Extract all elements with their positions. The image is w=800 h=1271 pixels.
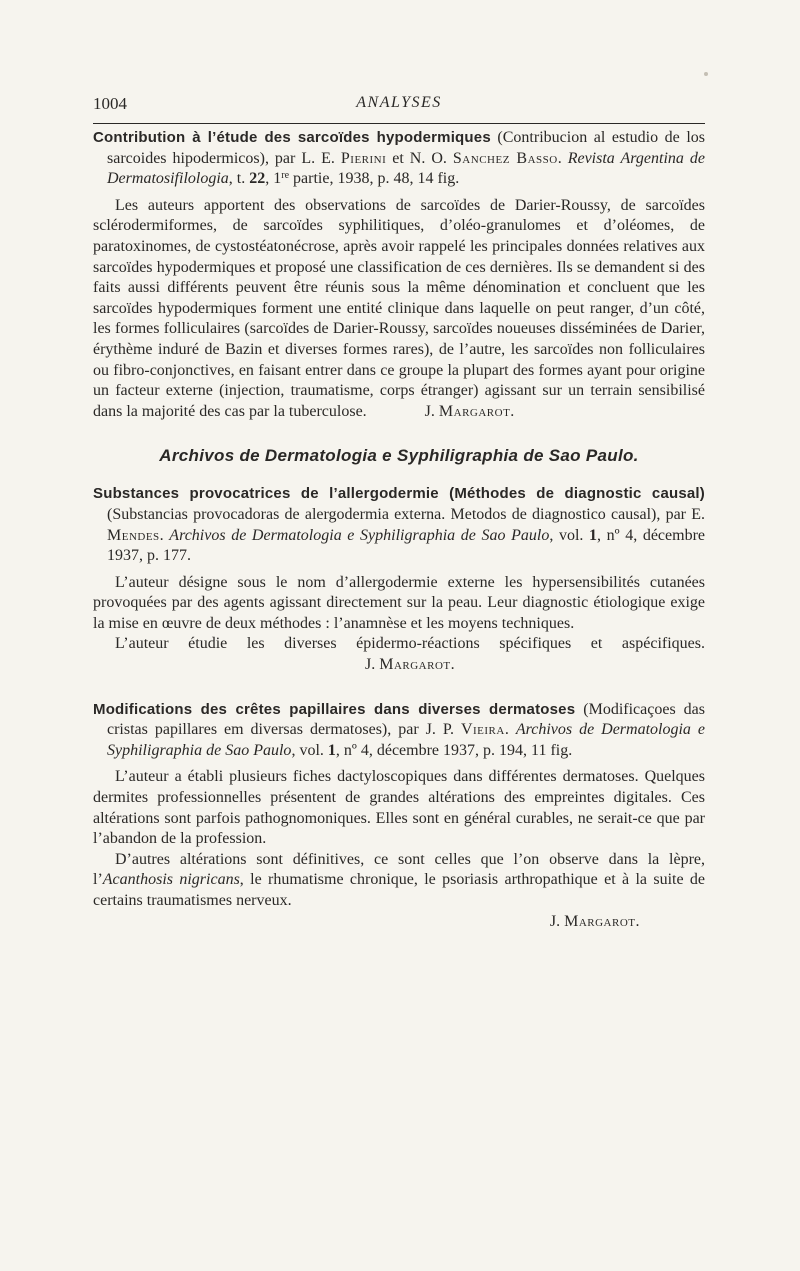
entry-2-citation-text: (Substancias provocadoras de alergodermia externa. Metodos de diagnostico causal), par E.: [107, 505, 705, 523]
header-rule: [93, 123, 705, 124]
entry-3-emphasis: Acanthosis nigricans: [102, 871, 240, 889]
entry-1-author: Pierini: [340, 149, 387, 167]
entry-1-title: Contribution à l’étude des sarcoïdes hypodermiques: [93, 129, 491, 146]
entry-1-citation-text: partie, 1938, p. 48, 14 fig.: [289, 170, 460, 188]
analysis-entry-2: [93, 484, 705, 675]
entry-2-body-1: L’auteur désigne sous le nom d’allergodermie externe les hypersensibilités cutanées provoquées par des agents agissant directement sur la peau. Leur diagnostic étiologique exige la mise en œuvre de deux méthodes : l’anamnèse et les moyens techniques.: [93, 573, 705, 632]
signature-initial: J.: [365, 656, 380, 674]
entry-1-author: Sanchez Basso: [452, 149, 558, 167]
signature-initial: J.: [424, 402, 439, 420]
entry-2-signature: [343, 655, 455, 676]
entry-3-title: Modifications des crêtes papillaires dans diverses dermatoses: [93, 700, 576, 718]
entry-2-body-2: [93, 634, 705, 675]
page-number: 1004: [93, 94, 127, 113]
entry-3-heading: [93, 700, 705, 762]
entry-1-body: [93, 196, 705, 423]
entry-1-citation-text: , 1: [265, 170, 282, 188]
entry-1-citation-text: et N. O.: [386, 149, 453, 167]
entry-3-body-text: D’autres altérations sont définitives, ce sont celles que l’on observe dans la lèpre, l’: [93, 850, 705, 889]
entry-3-journal: Archivos de Dermatologia e Syphiligraphia de Sao Paulo: [107, 721, 705, 759]
analysis-entry-3: [93, 700, 705, 933]
entry-3-body-2: [93, 850, 705, 912]
entry-2-body-text: L’auteur étudie les diverses épidermo-réactions spécifiques et aspécifiques.: [115, 635, 705, 653]
entry-2-citation-text: , vol.: [549, 526, 590, 544]
entry-1-citation-text: , t.: [228, 170, 250, 188]
entry-1-citation-text: .: [557, 149, 568, 167]
entry-1-journal: Revista Argentina de Dermatosifilologia: [107, 149, 705, 188]
entry-3-citation-text: , nº 4, décembre 1937, p. 194, 11 fig.: [335, 741, 573, 759]
paper-speck: [704, 72, 708, 76]
entry-1-superscript: re: [281, 170, 290, 182]
entry-3-body-text: , le rhumatisme chronique, le psoriasis arthropathique et à la suite de certains traumatismes nerveux.: [93, 871, 705, 909]
entry-3-author: Vieira: [460, 721, 505, 739]
analysis-entry-1: [93, 128, 705, 422]
entry-3-volume: 1: [327, 741, 336, 759]
signature-name: Margarot.: [438, 402, 515, 420]
entry-2-volume: 1: [589, 526, 598, 544]
entry-2-citation-text: , nº 4, décembre 1937, p. 177.: [107, 526, 706, 565]
page: [93, 90, 705, 932]
entry-2-author: Mendes: [107, 526, 160, 544]
entry-3-citation-text: , vol.: [291, 741, 328, 759]
entry-2-title: Substances provocatrices de l’allergodermie (Méthodes de diagnostic causal): [93, 485, 705, 503]
running-title: ANALYSES: [356, 94, 442, 111]
signature-name: Margarot.: [564, 912, 640, 930]
entry-3-citation-text: (Modificaçoes das cristas papillares em diversas dermatoses), par J. P.: [107, 700, 706, 739]
journal-section-title: Archivos de Dermatologia e Syphiligraphia de Sao Paulo.: [159, 446, 639, 466]
entry-3-signature: [93, 912, 705, 933]
entry-1-citation-text: (Contribucion al estudio de los sarcoides hipodermicos), par L. E.: [107, 129, 705, 167]
entry-2-heading: [93, 484, 705, 566]
entry-3-citation-text: .: [504, 721, 516, 739]
entry-2-citation-text: .: [159, 526, 170, 544]
entry-1-signature: [403, 402, 515, 423]
signature-initial: J.: [549, 912, 565, 930]
signature-name: Margarot.: [379, 656, 456, 674]
entry-1-volume: 22: [249, 170, 266, 188]
entry-2-journal: Archivos de Dermatologia e Syphiligraphia de Sao Paulo: [169, 526, 550, 544]
entry-1-heading: [93, 128, 705, 190]
page-header: [93, 90, 705, 120]
entry-1-body-text: Les auteurs apportent des observations de sarcoïdes de Darier-Roussy, de sarcoïdes sclérodermiformes, de sarcoïdes syphilitiques, d’oléo-granulomes et d’oléomes, de paratoxinomes, de cystostéatonécrose, après avoir rappelé les principales données relatives aux sarcoïdes hypodermiques et proposé une classification de ces dernières. Ils se demandent si des faits aussi différents peuvent être réunis sous la même dénomination et concluent que les sarcoïdes hypodermiques forment une entité clinique dans laquelle on peut ranger, d’un côté, les formes folliculaires (sarcoïdes de Darier-Roussy, sarcoïdes noueuses disséminées de Darier, érythème induré de Bazin et diverses formes rares), de l’autre, les sarcoïdes non folliculaires ou fibro-conjonctives, en faisant entrer dans ce groupe la plupart des formes ayant pour origine un facteur externe (injection, traumatisme, corps étranger) agissant sur un terrain sensibilisé dans la majorité des cas par la tuberculose.: [93, 196, 705, 420]
entry-3-body-1: L’auteur a établi plusieurs fiches dactyloscopiques dans différentes dermatoses. Quelques dermites professionnelles présentent de grandes altérations des empreintes digitales. Ces altérations sont parfois pathognomoniques. Elles sont en général curables, ne serait-ce que par l’abandon de la profession.: [93, 768, 705, 848]
